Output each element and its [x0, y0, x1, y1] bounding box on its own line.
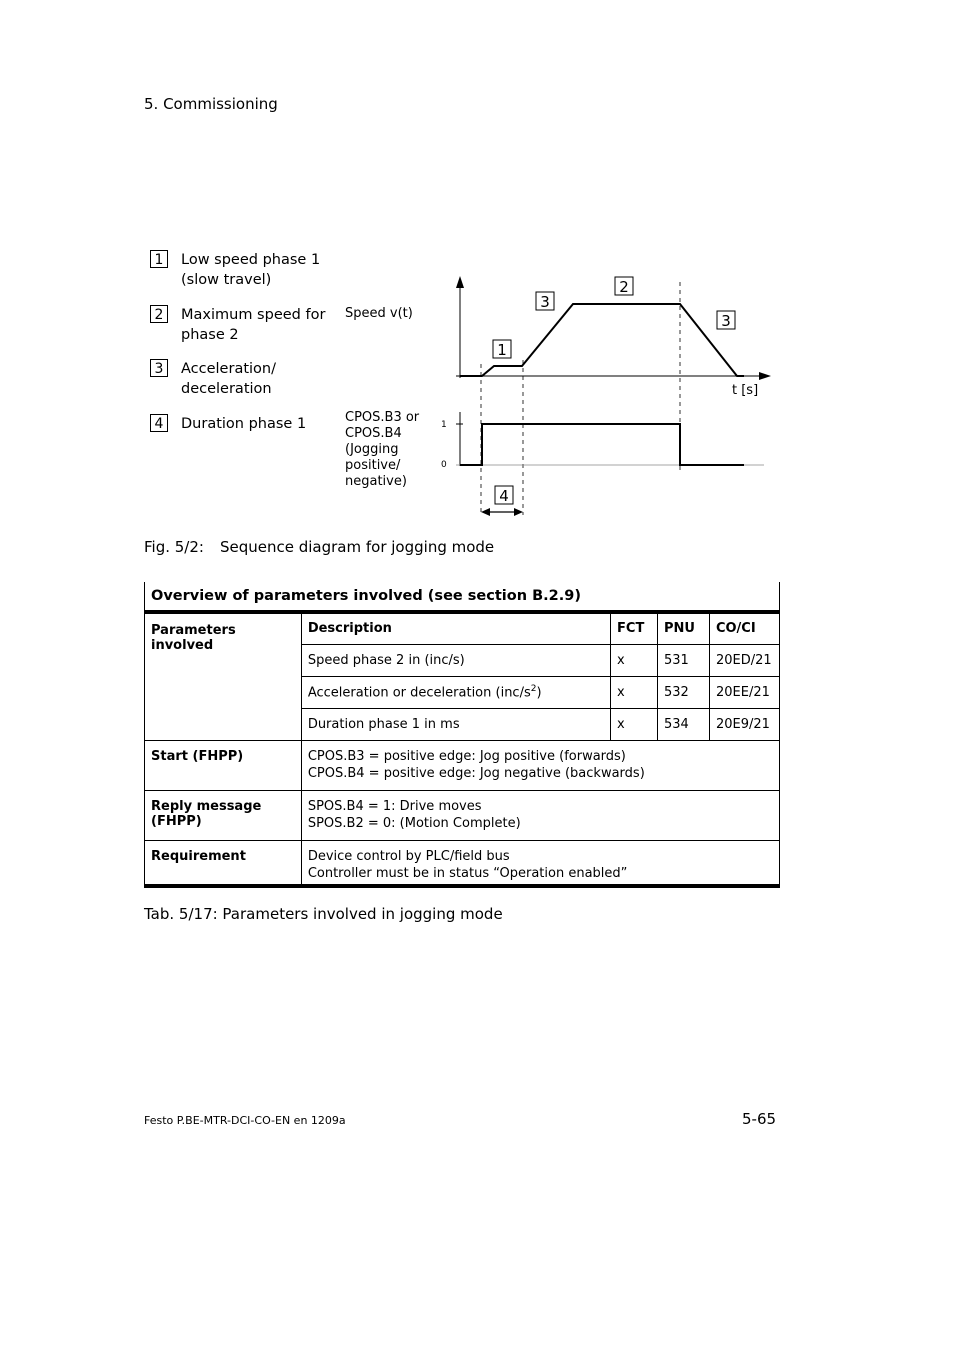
- sequence-diagram: [0, 0, 954, 540]
- reply-line: SPOS.B4 = 1: Drive moves: [307, 798, 482, 814]
- superscript: 2: [530, 683, 537, 694]
- start-line: CPOS.B4 = positive edge: Jog negative (backwards): [307, 765, 645, 781]
- start-label: Start (FHPP): [145, 740, 302, 790]
- signal-pulse: [460, 424, 744, 465]
- marker-label: 3: [721, 312, 731, 330]
- marker-label: 2: [619, 278, 629, 296]
- legend-line: phase 2: [181, 327, 239, 343]
- legend-line: (slow travel): [181, 272, 272, 288]
- marker-label: 4: [499, 487, 509, 505]
- page-number: 5-65: [742, 1110, 777, 1128]
- table-title: Overview of parameters involved (see section B.2.9): [145, 582, 780, 612]
- signal-label-line: CPOS.B3 or: [345, 410, 420, 425]
- start-cell: [301, 740, 779, 790]
- pnu-header: PNU: [658, 612, 710, 644]
- legend-line: Duration phase 1: [181, 416, 307, 432]
- requirement-line: Controller must be in status “Operation enabled”: [307, 865, 628, 881]
- duration-arrow-head: [514, 508, 523, 516]
- level-low-label: 0: [441, 460, 447, 470]
- legend-number: 1: [150, 250, 168, 268]
- time-axis-arrow: [759, 372, 771, 380]
- description-text-end: ): [536, 685, 542, 701]
- fct-cell: x: [611, 708, 658, 740]
- footer-document-id: Festo P.BE-MTR-DCI-CO-EN en 1209a: [144, 1114, 346, 1127]
- figure-caption: [144, 538, 494, 556]
- pnu-cell: 531: [658, 644, 710, 676]
- speed-y-arrow: [456, 276, 464, 288]
- fct-cell: x: [611, 644, 658, 676]
- params-involved-header: Parameters involved: [145, 612, 302, 740]
- start-line: CPOS.B3 = positive edge: Jog positive (forwards): [307, 748, 626, 764]
- fct-header: FCT: [611, 612, 658, 644]
- legend-number: 3: [150, 359, 168, 377]
- signal-label-line: positive/: [345, 458, 401, 473]
- description-text: Acceleration or deceleration (inc/s: [307, 685, 531, 701]
- reply-line: SPOS.B2 = 0: (Motion Complete): [307, 815, 521, 831]
- marker-label: 3: [540, 293, 550, 311]
- requirement-cell: [301, 840, 779, 886]
- fct-cell: x: [611, 676, 658, 708]
- marker-label: 1: [497, 341, 507, 359]
- signal-label-line: CPOS.B4: [345, 426, 402, 441]
- table-row: [145, 840, 780, 886]
- pnu-cell: 532: [658, 676, 710, 708]
- duration-arrow-head: [481, 508, 490, 516]
- coci-cell: 20E9/21: [709, 708, 779, 740]
- reply-label: Reply message (FHPP): [145, 790, 302, 840]
- coci-cell: 20EE/21: [709, 676, 779, 708]
- coci-header: CO/CI: [709, 612, 779, 644]
- time-axis-label: t [s]: [732, 383, 759, 398]
- legend-number: 2: [150, 305, 168, 323]
- table-caption: Tab. 5/17: Parameters involved in jogging mode: [144, 905, 503, 923]
- requirement-label: Requirement: [145, 840, 302, 886]
- legend-number: 4: [150, 414, 168, 432]
- pnu-cell: 534: [658, 708, 710, 740]
- table-row: [145, 790, 780, 840]
- level-high-label: 1: [441, 420, 447, 430]
- requirement-line: Device control by PLC/field bus: [307, 848, 510, 864]
- section-header: 5. Commissioning: [144, 95, 278, 113]
- legend-line: Low speed phase 1: [181, 252, 321, 268]
- speed-label: Speed v(t): [345, 306, 413, 321]
- description-cell: Speed phase 2 in (inc/s): [301, 644, 610, 676]
- parameters-table: [144, 582, 780, 888]
- description-header: Description: [301, 612, 610, 644]
- coci-cell: 20ED/21: [709, 644, 779, 676]
- description-cell: [301, 676, 610, 708]
- figure-number: Fig. 5/2:: [144, 538, 204, 556]
- legend-line: Maximum speed for: [181, 307, 326, 323]
- legend-line: deceleration: [181, 381, 272, 397]
- reply-cell: [301, 790, 779, 840]
- signal-label-line: (Jogging: [345, 442, 399, 457]
- signal-label-line: negative): [345, 474, 407, 489]
- legend-line: Acceleration/: [181, 361, 276, 377]
- table-row: [145, 740, 780, 790]
- figure-title: Sequence diagram for jogging mode: [219, 538, 495, 556]
- description-cell: Duration phase 1 in ms: [301, 708, 610, 740]
